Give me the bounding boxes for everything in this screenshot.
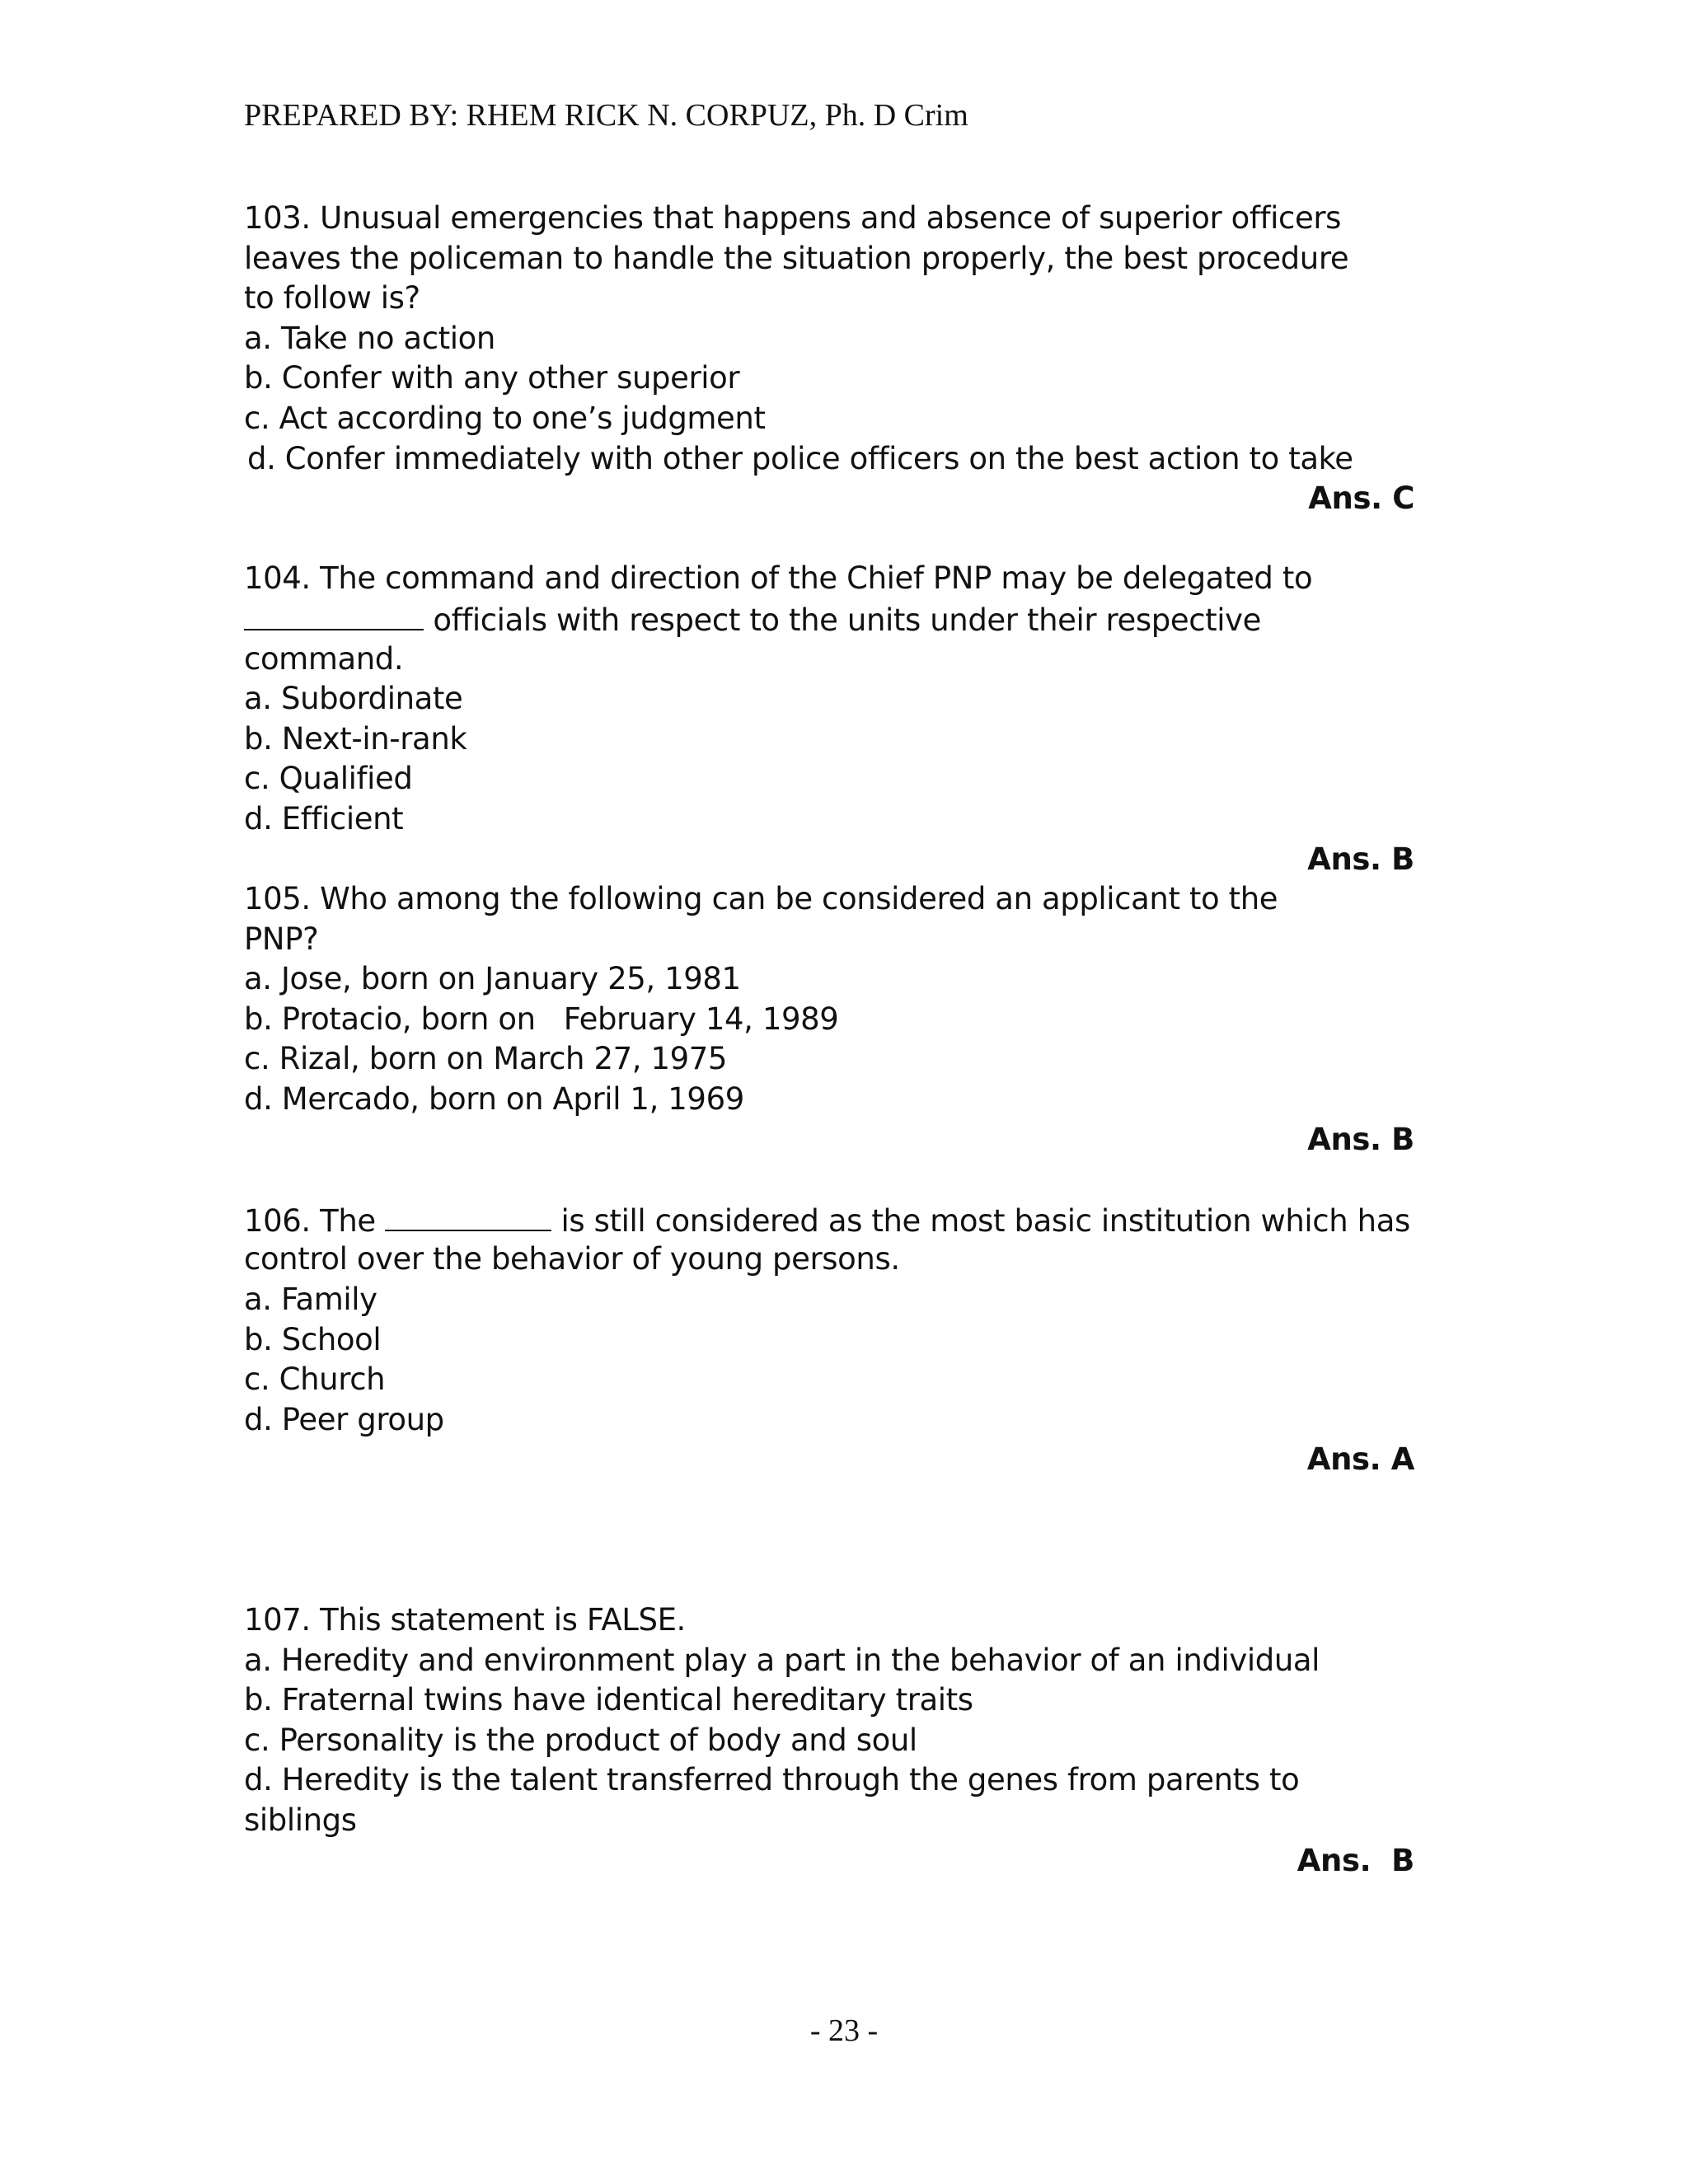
choice-d-continued: siblings — [244, 1802, 357, 1838]
question-text: 103. Unusual emergencies that happens and absence of superior officers — [244, 200, 1342, 236]
spacer — [244, 1160, 1414, 1200]
question-text: 106. The — [244, 1202, 376, 1239]
choice-d: d. Efficient — [244, 800, 404, 837]
question-text: is still considered as the most basic institution which has — [560, 1202, 1410, 1239]
question-text: control over the behavior of young persons. — [244, 1241, 900, 1277]
question-text: 105. Who among the following can be considered an applicant to the — [244, 881, 1278, 917]
question-107 — [244, 1601, 1414, 1881]
question-104 — [244, 559, 1414, 879]
choice-a: a. Family — [244, 1282, 377, 1318]
choice-b: b. Confer with any other superior — [244, 360, 740, 396]
question-text: 104. The command and direction of the Chief PNP may be delegated to — [244, 560, 1313, 597]
choice-a: a. Jose, born on January 25, 1981 — [244, 961, 741, 997]
choice-d: d. Heredity is the talent transferred through the genes from parents to — [244, 1762, 1300, 1798]
fill-in-blank — [244, 599, 424, 630]
page-header: PREPARED BY: RHEM RICK N. CORPUZ, Ph. D Crim — [244, 98, 968, 133]
answer-106: Ans. A — [1306, 1441, 1414, 1478]
choice-c: c. Personality is the product of body and soul — [244, 1722, 917, 1758]
question-text: to follow is? — [244, 280, 420, 316]
question-text: leaves the policeman to handle the situation properly, the best procedure — [244, 240, 1349, 276]
question-list — [244, 199, 1414, 1881]
choice-a: a. Take no action — [244, 320, 495, 356]
choice-c: c. Church — [244, 1361, 386, 1398]
answer-103: Ans. C — [1308, 480, 1414, 517]
choice-b: b. Protacio, born on February 14, 1989 — [244, 1001, 839, 1037]
choice-c: c. Rizal, born on March 27, 1975 — [244, 1041, 728, 1077]
choice-d: d. Confer immediately with other police officers on the best action to take — [247, 440, 1353, 476]
fill-in-blank — [385, 1200, 551, 1231]
spacer — [244, 519, 1414, 560]
choice-b: b. Fraternal twins have identical hereditary traits — [244, 1682, 973, 1718]
answer-105: Ans. B — [1307, 1121, 1414, 1157]
question-105 — [244, 879, 1414, 1160]
answer-104: Ans. B — [1307, 841, 1414, 877]
choice-d: d. Mercado, born on April 1, 1969 — [244, 1081, 744, 1118]
question-text-with-blank — [244, 1200, 1414, 1240]
choice-c: c. Act according to one’s judgment — [244, 400, 766, 436]
choice-c: c. Qualified — [244, 761, 413, 797]
choice-a: a. Subordinate — [244, 681, 463, 717]
question-text: PNP? — [244, 921, 319, 957]
choice-b: b. School — [244, 1321, 382, 1357]
spacer — [244, 1480, 1414, 1601]
page-number: - 23 - — [809, 2013, 879, 2048]
question-text: 107. This statement is FALSE. — [244, 1602, 686, 1638]
choice-b: b. Next-in-rank — [244, 720, 467, 757]
choice-d: d. Peer group — [244, 1401, 444, 1437]
question-106 — [244, 1200, 1414, 1480]
question-text: officials with respect to the units under their respective — [433, 602, 1262, 638]
question-103 — [244, 199, 1414, 519]
question-text-with-blank — [244, 599, 1414, 640]
answer-107: Ans. B — [1296, 1842, 1414, 1878]
question-text: command. — [244, 640, 404, 677]
choice-a: a. Heredity and environment play a part in the behavior of an individual — [244, 1642, 1320, 1678]
